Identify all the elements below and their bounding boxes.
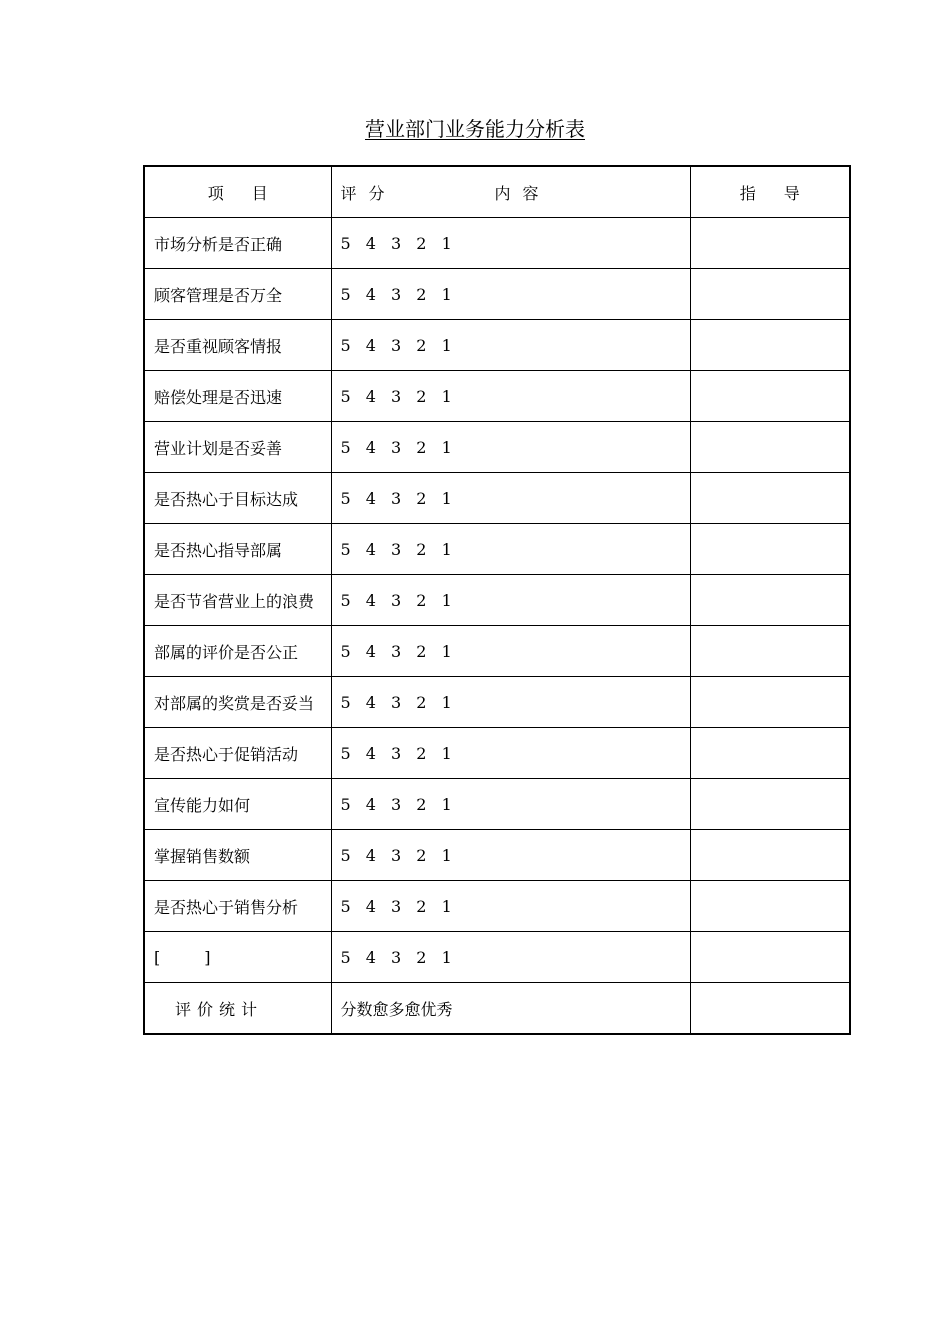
row-item-label: 是否热心于目标达成 [144,473,331,524]
row-item-label: 市场分析是否正确 [144,218,331,269]
row-score-scale[interactable]: 5 4 3 2 1 [331,677,690,728]
close-bracket: ] [204,947,211,967]
summary-note: 分数愈多愈优秀 [331,983,690,1035]
row-score-scale[interactable]: 5 4 3 2 1 [331,626,690,677]
header-score-label-b: 分 [368,183,385,203]
header-guide-label-a: 指 [739,183,756,203]
row-item-label: 是否节省营业上的浪费 [144,575,331,626]
row-score-scale[interactable]: 5 4 3 2 1 [331,218,690,269]
row-guide-field[interactable] [690,524,850,575]
table-row [144,779,850,830]
row-guide-field[interactable] [690,218,850,269]
open-bracket: [ [154,947,161,967]
table-row [144,626,850,677]
table-row [144,881,850,932]
row-score-scale[interactable]: 5 4 3 2 1 [331,473,690,524]
table-row [144,473,850,524]
row-item-label: 是否热心指导部属 [144,524,331,575]
header-content-label-b: 容 [522,183,539,203]
row-item-label: 是否重视顾客情报 [144,320,331,371]
header-content-label-a: 内 [494,183,511,203]
header-guide-cell [690,166,850,218]
header-row [144,166,850,218]
table-row [144,422,850,473]
summary-label: 评价统计 [144,983,331,1035]
table-row [144,677,850,728]
row-item-label: 顾客管理是否万全 [144,269,331,320]
row-item-label: 对部属的奖赏是否妥当 [144,677,331,728]
row-score-scale[interactable]: 5 4 3 2 1 [331,779,690,830]
row-score-scale[interactable]: 5 4 3 2 1 [331,728,690,779]
row-item-label: 部属的评价是否公正 [144,626,331,677]
row-guide-field[interactable] [690,779,850,830]
custom-item-row [144,932,850,983]
row-guide-field[interactable] [690,626,850,677]
row-item-label: 是否热心于促销活动 [144,728,331,779]
table-row [144,371,850,422]
row-guide-field[interactable] [690,371,850,422]
row-guide-field[interactable] [690,269,850,320]
header-score-cell [331,166,690,218]
row-guide-field[interactable] [690,575,850,626]
row-score-scale[interactable]: 5 4 3 2 1 [331,575,690,626]
row-guide-field[interactable] [690,830,850,881]
row-score-scale[interactable]: 5 4 3 2 1 [331,422,690,473]
header-item-cell [144,166,331,218]
table-row [144,218,850,269]
row-item-label: 营业计划是否妥善 [144,422,331,473]
row-score-scale[interactable]: 5 4 3 2 1 [331,830,690,881]
custom-score-scale[interactable]: 5 4 3 2 1 [331,932,690,983]
header-score-label-a: 评 [340,183,357,203]
row-guide-field[interactable] [690,320,850,371]
row-guide-field[interactable] [690,677,850,728]
row-guide-field[interactable] [690,728,850,779]
header-item-label-b: 目 [251,183,268,203]
row-score-scale[interactable]: 5 4 3 2 1 [331,881,690,932]
row-guide-field[interactable] [690,422,850,473]
row-item-label: 是否热心于销售分析 [144,881,331,932]
row-guide-field[interactable] [690,881,850,932]
row-score-scale[interactable]: 5 4 3 2 1 [331,524,690,575]
table-row [144,320,850,371]
table-row [144,728,850,779]
table-row [144,830,850,881]
page-title: 营业部门业务能力分析表 [365,117,585,141]
summary-row [144,983,850,1035]
table-row [144,524,850,575]
table-row [144,269,850,320]
table-row [144,575,850,626]
row-score-scale[interactable]: 5 4 3 2 1 [331,269,690,320]
custom-item-field[interactable] [144,932,331,983]
row-item-label: 宣传能力如何 [144,779,331,830]
row-item-label: 掌握销售数额 [144,830,331,881]
row-item-label: 赔偿处理是否迅速 [144,371,331,422]
row-score-scale[interactable]: 5 4 3 2 1 [331,320,690,371]
header-item-label-a: 项 [207,183,224,203]
summary-guide-field[interactable] [690,983,850,1035]
row-score-scale[interactable]: 5 4 3 2 1 [331,371,690,422]
analysis-table [143,165,851,1035]
header-guide-label-b: 导 [783,183,800,203]
row-guide-field[interactable] [690,473,850,524]
custom-guide-field[interactable] [690,932,850,983]
